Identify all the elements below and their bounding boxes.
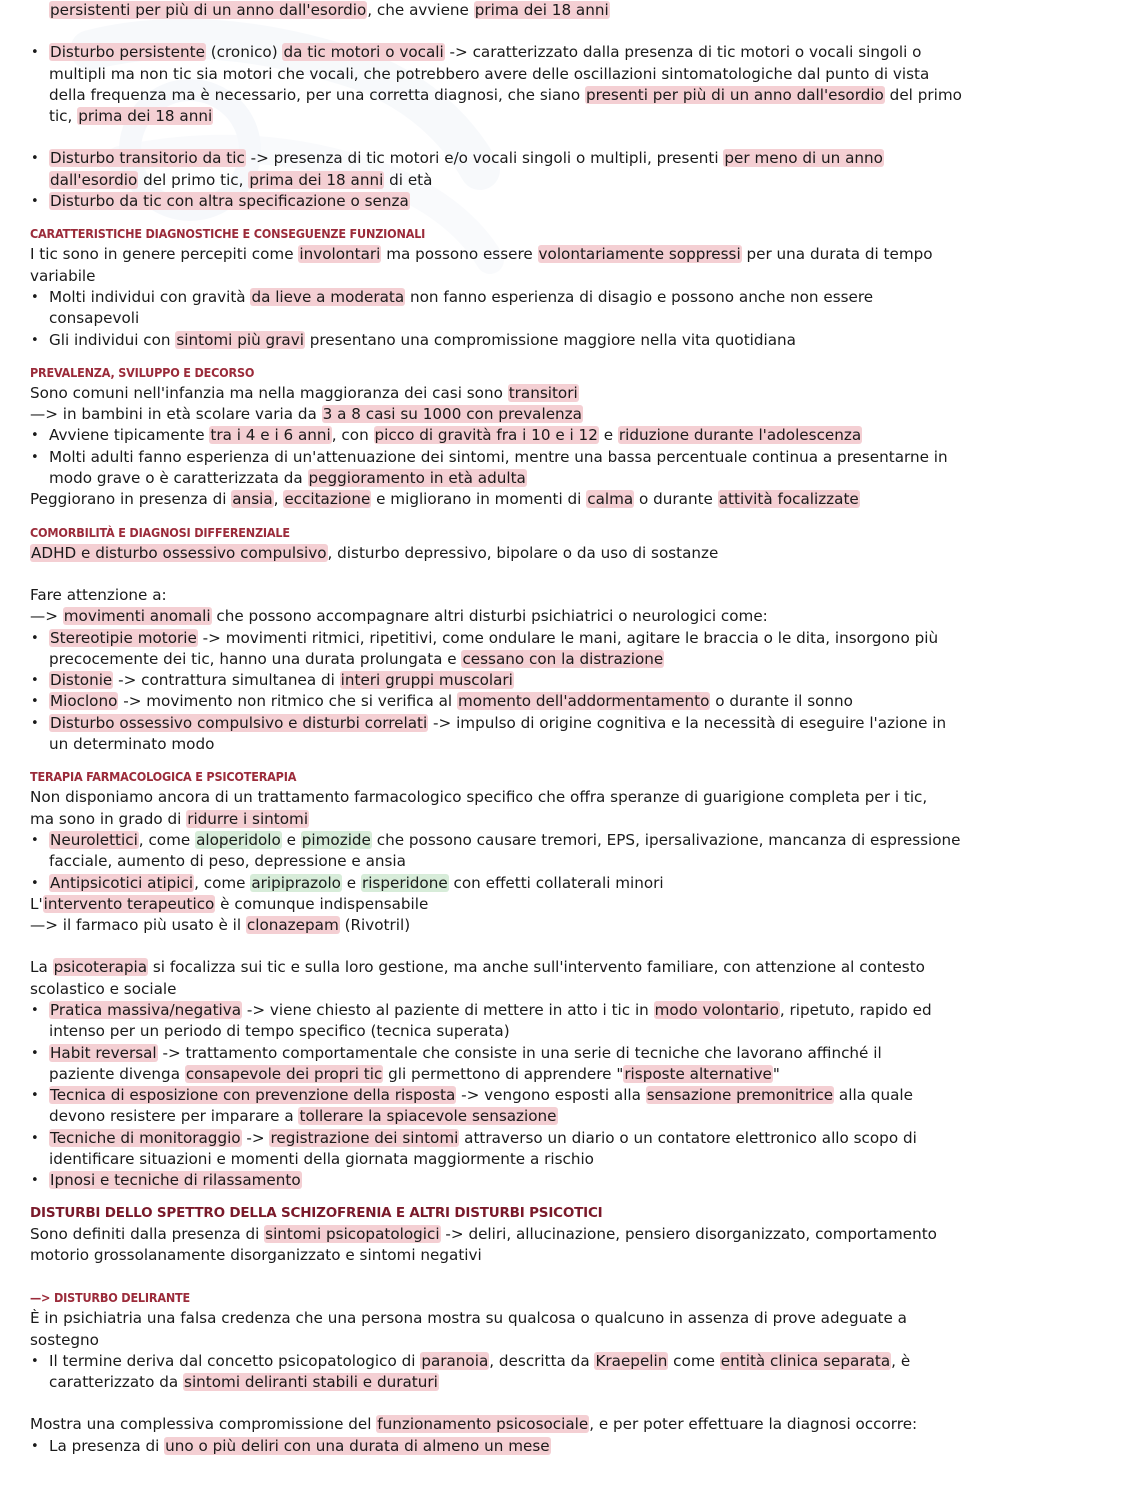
- highlight: clonazepam: [246, 916, 339, 935]
- highlight: intervento terapeutico: [43, 894, 215, 913]
- text-line: [30, 266, 1130, 287]
- text-segment: —> il farmaco più usato è il: [30, 916, 246, 935]
- text-segment: e migliorano in momenti di: [371, 490, 587, 509]
- text-segment: di età: [384, 170, 433, 189]
- text-line: [30, 404, 1130, 425]
- text-line: [30, 915, 1130, 936]
- bullet-line: [30, 1170, 1130, 1191]
- highlight: dall'esordio: [50, 170, 138, 189]
- highlight: transitori: [508, 383, 578, 402]
- text-line: [30, 64, 1130, 85]
- highlight: peggioramento in età adulta: [308, 469, 526, 488]
- highlight: attività focalizzate: [718, 490, 859, 509]
- highlight: risposte alternative: [624, 1064, 772, 1083]
- highlight: sintomi più gravi: [176, 330, 304, 349]
- text-line: [30, 894, 1130, 915]
- text-segment: -> viene chiesto al paziente di mettere in atto i tic in: [242, 1000, 654, 1019]
- bullet-line: [30, 447, 1130, 468]
- highlight: Stereotipie motorie: [50, 628, 197, 647]
- highlight: momento dell'addormentamento: [457, 692, 710, 711]
- text-line: [30, 106, 1130, 127]
- spacer: [30, 351, 1130, 362]
- bullet-line: [30, 1000, 1130, 1021]
- highlight: persistenti per più di un anno dall'esordio: [50, 1, 367, 19]
- text-segment: Avviene tipicamente: [49, 426, 210, 445]
- highlight: Neurolettici: [50, 830, 138, 849]
- bullet-line: [30, 1085, 1130, 1106]
- highlight: sintomi deliranti stabili e duraturi: [184, 1373, 438, 1392]
- text-segment: Gli individui con: [49, 330, 176, 349]
- text-segment: intenso per un periodo di tempo specifico (tecnica superata): [49, 1022, 510, 1041]
- highlight: picco di gravità fra i 10 e i 12: [374, 426, 598, 445]
- highlight: ridurre i sintomi: [187, 809, 309, 828]
- text-line: [30, 489, 1130, 510]
- text-segment: (cronico): [205, 43, 283, 62]
- highlight-green: aripiprazolo: [251, 873, 341, 892]
- text-segment: Peggiorano in presenza di: [30, 490, 232, 509]
- text-segment: multipli ma non tic sia motori che vocali, che potrebbero avere delle oscillazioni sintomatologiche dal punto di vista: [49, 64, 930, 83]
- highlight: registrazione dei sintomi: [270, 1128, 459, 1147]
- text-segment: , come: [138, 830, 196, 849]
- text-segment: -> vengono esposti alla: [456, 1086, 646, 1105]
- highlight: Disturbo ossessivo compulsivo e disturbi correlati: [50, 713, 428, 732]
- text-segment: alla quale: [834, 1086, 913, 1105]
- spacer: [30, 1266, 1130, 1287]
- text-line: [30, 649, 1130, 670]
- highlight: da lieve a moderata: [251, 287, 405, 306]
- highlight: modo volontario: [654, 1000, 779, 1019]
- text-line: [30, 957, 1130, 978]
- spacer: [30, 1393, 1130, 1414]
- highlight: prima dei 18 anni: [474, 1, 609, 19]
- spacer: [30, 21, 1130, 42]
- bullet-line: [30, 628, 1130, 649]
- spacer: [30, 755, 1130, 766]
- spacer: [30, 127, 1130, 148]
- highlight: Tecnica di esposizione con prevenzione della risposta: [50, 1086, 456, 1105]
- text-segment: Sono definiti dalla presenza di: [30, 1224, 265, 1243]
- highlight: tollerare la spiacevole sensazione: [299, 1107, 557, 1126]
- text-segment: Mostra una complessiva compromissione del: [30, 1415, 377, 1434]
- text-segment: paziente divenga: [49, 1064, 185, 1083]
- text-line: [30, 383, 1130, 404]
- spacer: [30, 936, 1130, 957]
- text-segment: motorio grossolanamente disorganizzato e sintomi negativi: [30, 1245, 482, 1264]
- text-segment: , come: [194, 873, 251, 892]
- highlight: prima dei 18 anni: [249, 170, 384, 189]
- text-segment: (Rivotril): [339, 916, 411, 935]
- text-segment: ma sono in grado di: [30, 809, 187, 828]
- text-segment: è comunque indispensabile: [215, 894, 429, 913]
- text-line: [30, 85, 1130, 106]
- text-line: [30, 1064, 1130, 1085]
- highlight: entità clinica separata: [720, 1351, 891, 1370]
- text-segment: È in psichiatria una falsa credenza che una persona mostra su qualcosa o qualcuno in assenza di prove adeguate a: [30, 1309, 907, 1328]
- text-segment: identificare situazioni e momenti della giornata maggiormente a rischio: [49, 1150, 594, 1169]
- text-segment: -> caratterizzato dalla presenza di tic motori o vocali singoli o: [444, 43, 922, 62]
- text-segment: , disturbo depressivo, bipolare o da uso di sostanze: [327, 543, 719, 562]
- text-segment: e: [598, 426, 618, 445]
- highlight: per meno di un anno: [724, 149, 883, 168]
- text-segment: ": [772, 1064, 780, 1083]
- text-segment: scolastico e sociale: [30, 979, 177, 998]
- bullet-line: [30, 1436, 1130, 1457]
- highlight: psicoterapia: [53, 958, 148, 977]
- bullet-line: [30, 191, 1130, 212]
- highlight: Distonie: [50, 671, 113, 690]
- highlight: Disturbo da tic con altra specificazione o senza: [50, 192, 409, 211]
- text-line: [30, 734, 1130, 755]
- text-segment: , è: [891, 1351, 911, 1370]
- text-segment: -> impulso di origine cognitiva e la necessità di eseguire l'azione in: [428, 713, 947, 732]
- highlight: tra i 4 e i 6 anni: [210, 426, 331, 445]
- highlight: sensazione premonitrice: [646, 1086, 834, 1105]
- highlight: ADHD e disturbo ossessivo compulsivo: [31, 543, 327, 562]
- spacer: [30, 1192, 1130, 1203]
- text-segment: e: [341, 873, 361, 892]
- text-segment: -> deliri, allucinazione, pensiero disorganizzato, comportamento: [440, 1224, 937, 1243]
- text-segment: attraverso un diario o un contatore elettronico allo scopo di: [459, 1128, 917, 1147]
- text-segment: un determinato modo: [49, 735, 215, 754]
- text-segment: del primo tic,: [138, 170, 249, 189]
- text-line: [30, 1414, 1130, 1435]
- highlight: cessano con la distrazione: [462, 649, 664, 668]
- bullet-line: [30, 42, 1130, 63]
- text-segment: caratterizzato da: [49, 1373, 184, 1392]
- text-segment: —> in bambini in età scolare varia da: [30, 405, 322, 424]
- text-segment: , che avviene: [367, 1, 474, 19]
- highlight: da tic motori o vocali: [283, 43, 444, 62]
- text-line: [30, 543, 1130, 564]
- highlight: 3 a 8 casi su 1000 con prevalenza: [322, 405, 582, 424]
- text-segment: per una durata di tempo: [741, 245, 933, 264]
- highlight: Tecniche di monitoraggio: [50, 1128, 241, 1147]
- text-segment: che possono accompagnare altri disturbi psichiatrici o neurologici come:: [211, 607, 768, 626]
- highlight: riduzione durante l'adolescenza: [618, 426, 862, 445]
- text-line: [30, 1330, 1130, 1351]
- text-segment: e: [281, 830, 301, 849]
- bullet-line: [30, 1043, 1130, 1064]
- highlight: volontariamente soppressi: [538, 245, 741, 264]
- text-segment: Non disponiamo ancora di un trattamento farmacologico specifico che offra speranze di guarigione completa per i tic,: [30, 788, 928, 807]
- text-line: [30, 851, 1130, 872]
- text-segment: , descritta da: [489, 1351, 595, 1370]
- text-line: [30, 1021, 1130, 1042]
- text-segment: -> presenza di tic motori e/o vocali singoli o multipli, presenti: [245, 149, 724, 168]
- text-segment: come: [668, 1351, 720, 1370]
- text-line: [30, 1224, 1130, 1245]
- text-line: [30, 1245, 1130, 1266]
- highlight: calma: [587, 490, 634, 509]
- highlight: presenti per più di un anno dall'esordio: [586, 85, 884, 104]
- bullet-line: [30, 670, 1130, 691]
- text-segment: , e per poter effettuare la diagnosi occorre:: [589, 1415, 918, 1434]
- section-heading: DISTURBI DELLO SPETTRO DELLA SCHIZOFRENIA E ALTRI DISTURBI PSICOTICI: [30, 1204, 603, 1221]
- bullet-line: [30, 830, 1130, 851]
- text-segment: ma possono essere: [381, 245, 538, 264]
- highlight: Kraepelin: [595, 1351, 668, 1370]
- bullet-line: [30, 148, 1130, 169]
- text-line: [30, 787, 1130, 808]
- text-segment: che possono causare tremori, EPS, ipersalivazione, mancanza di espressione: [371, 830, 961, 849]
- text-segment: L': [30, 894, 43, 913]
- highlight: involontari: [299, 245, 381, 264]
- text-segment: -> movimento non ritmico che si verifica al: [118, 692, 457, 711]
- bullet-line: [30, 1128, 1130, 1149]
- text-segment: Molti individui con gravità: [49, 287, 251, 306]
- section-heading: TERAPIA FARMACOLOGICA E PSICOTERAPIA: [30, 769, 297, 785]
- highlight-green: pimozide: [301, 830, 371, 849]
- text-segment: modo grave o è caratterizzata da: [49, 469, 308, 488]
- text-line: [30, 809, 1130, 830]
- text-segment: La: [30, 958, 53, 977]
- text-segment: —>: [30, 607, 63, 626]
- text-segment: tic,: [49, 107, 78, 126]
- highlight: paranoia: [421, 1351, 489, 1370]
- highlight: funzionamento psicosociale: [377, 1415, 589, 1434]
- text-segment: o durante il sonno: [710, 692, 853, 711]
- text-segment: Sono comuni nell'infanzia ma nella maggioranza dei casi sono: [30, 383, 508, 402]
- section-heading: CARATTERISTICHE DIAGNOSTICHE E CONSEGUENZE FUNZIONALI: [30, 226, 426, 242]
- highlight: Disturbo persistente: [50, 43, 205, 62]
- spacer: [30, 212, 1130, 223]
- text-segment: non fanno esperienza di disagio e possono anche non essere: [405, 287, 874, 306]
- text-line: [30, 606, 1130, 627]
- highlight: consapevole dei propri tic: [185, 1064, 383, 1083]
- bullet-line: [30, 287, 1130, 308]
- text-segment: , ripetuto, rapido ed: [779, 1000, 932, 1019]
- text-segment: I tic sono in genere percepiti come: [30, 245, 299, 264]
- text-segment: gli permettono di apprendere ": [383, 1064, 624, 1083]
- text-segment: La presenza di: [49, 1436, 165, 1455]
- bullet-line: [30, 873, 1130, 894]
- highlight: Pratica massiva/negativa: [50, 1000, 242, 1019]
- text-line: [30, 1308, 1130, 1329]
- highlight: prima dei 18 anni: [78, 107, 213, 126]
- text-segment: facciale, aumento di peso, depressione e ansia: [49, 852, 406, 871]
- text-segment: variabile: [30, 266, 96, 285]
- highlight: interi gruppi muscolari: [340, 671, 513, 690]
- text-segment: -> contrattura simultanea di: [113, 671, 340, 690]
- text-line: [30, 0, 1130, 21]
- highlight: movimenti anomali: [63, 607, 211, 626]
- text-segment: Il termine deriva dal concetto psicopatologico di: [49, 1351, 421, 1370]
- text-line: [30, 979, 1130, 1000]
- text-line: [30, 1106, 1130, 1127]
- spacer: [30, 511, 1130, 522]
- highlight-green: aloperidolo: [196, 830, 281, 849]
- highlight: Antipsicotici atipici: [50, 873, 194, 892]
- text-segment: sostegno: [30, 1330, 99, 1349]
- text-segment: ->: [241, 1128, 270, 1147]
- text-segment: Fare attenzione a:: [30, 585, 167, 604]
- bullet-line: [30, 713, 1130, 734]
- text-line: [30, 170, 1130, 191]
- text-segment: ,: [273, 490, 284, 509]
- bullet-line: [30, 1351, 1130, 1372]
- text-segment: si focalizza sui tic e sulla loro gestione, ma anche sull'intervento familiare, con attenzione al contesto: [148, 958, 925, 977]
- highlight: eccitazione: [284, 490, 371, 509]
- text-segment: presentano una compromissione maggiore nella vita quotidiana: [304, 330, 796, 349]
- text-segment: con effetti collaterali minori: [448, 873, 664, 892]
- text-line: [30, 468, 1130, 489]
- section-heading: COMORBILITÀ E DIAGNOSI DIFFERENZIALE: [30, 524, 290, 540]
- text-segment: Molti adulti fanno esperienza di un'attenuazione dei sintomi, mentre una bassa percentuale continua a presentarne in: [49, 447, 948, 466]
- bullet-line: [30, 691, 1130, 712]
- highlight: Habit reversal: [50, 1043, 157, 1062]
- bullet-line: [30, 425, 1130, 446]
- spacer: [30, 564, 1130, 585]
- section-heading: PREVALENZA, SVILUPPO E DECORSO: [30, 364, 255, 380]
- text-segment: -> trattamento comportamentale che consiste in una serie di tecniche che lavorano affinché il: [157, 1043, 882, 1062]
- bullet-line: [30, 330, 1130, 351]
- text-segment: o durante: [634, 490, 718, 509]
- text-segment: -> movimenti ritmici, ripetitivi, come ondulare le mani, agitare le braccia o le dita, insorgono più: [197, 628, 939, 647]
- highlight-green: risperidone: [361, 873, 448, 892]
- text-segment: , con: [331, 426, 374, 445]
- text-line: [30, 1372, 1130, 1393]
- text-segment: precocemente dei tic, hanno una durata prolungata e: [49, 649, 462, 668]
- highlight: ansia: [232, 490, 273, 509]
- highlight: Mioclono: [50, 692, 118, 711]
- text-line: [30, 244, 1130, 265]
- highlight: Disturbo transitorio da tic: [50, 149, 245, 168]
- text-line: [30, 308, 1130, 329]
- text-segment: della frequenza ma è necessario, per una corretta diagnosi, che siano: [49, 85, 586, 104]
- text-segment: devono resistere per imparare a: [49, 1107, 299, 1126]
- text-segment: consapevoli: [49, 309, 140, 328]
- notes-content: [30, 0, 1130, 1457]
- section-heading: —> DISTURBO DELIRANTE: [30, 1290, 191, 1306]
- highlight: sintomi psicopatologici: [265, 1224, 440, 1243]
- text-line: [30, 585, 1130, 606]
- highlight: uno o più deliri con una durata di almeno un mese: [165, 1436, 550, 1455]
- text-segment: del primo: [884, 85, 962, 104]
- highlight: Ipnosi e tecniche di rilassamento: [50, 1171, 301, 1190]
- text-line: [30, 1149, 1130, 1170]
